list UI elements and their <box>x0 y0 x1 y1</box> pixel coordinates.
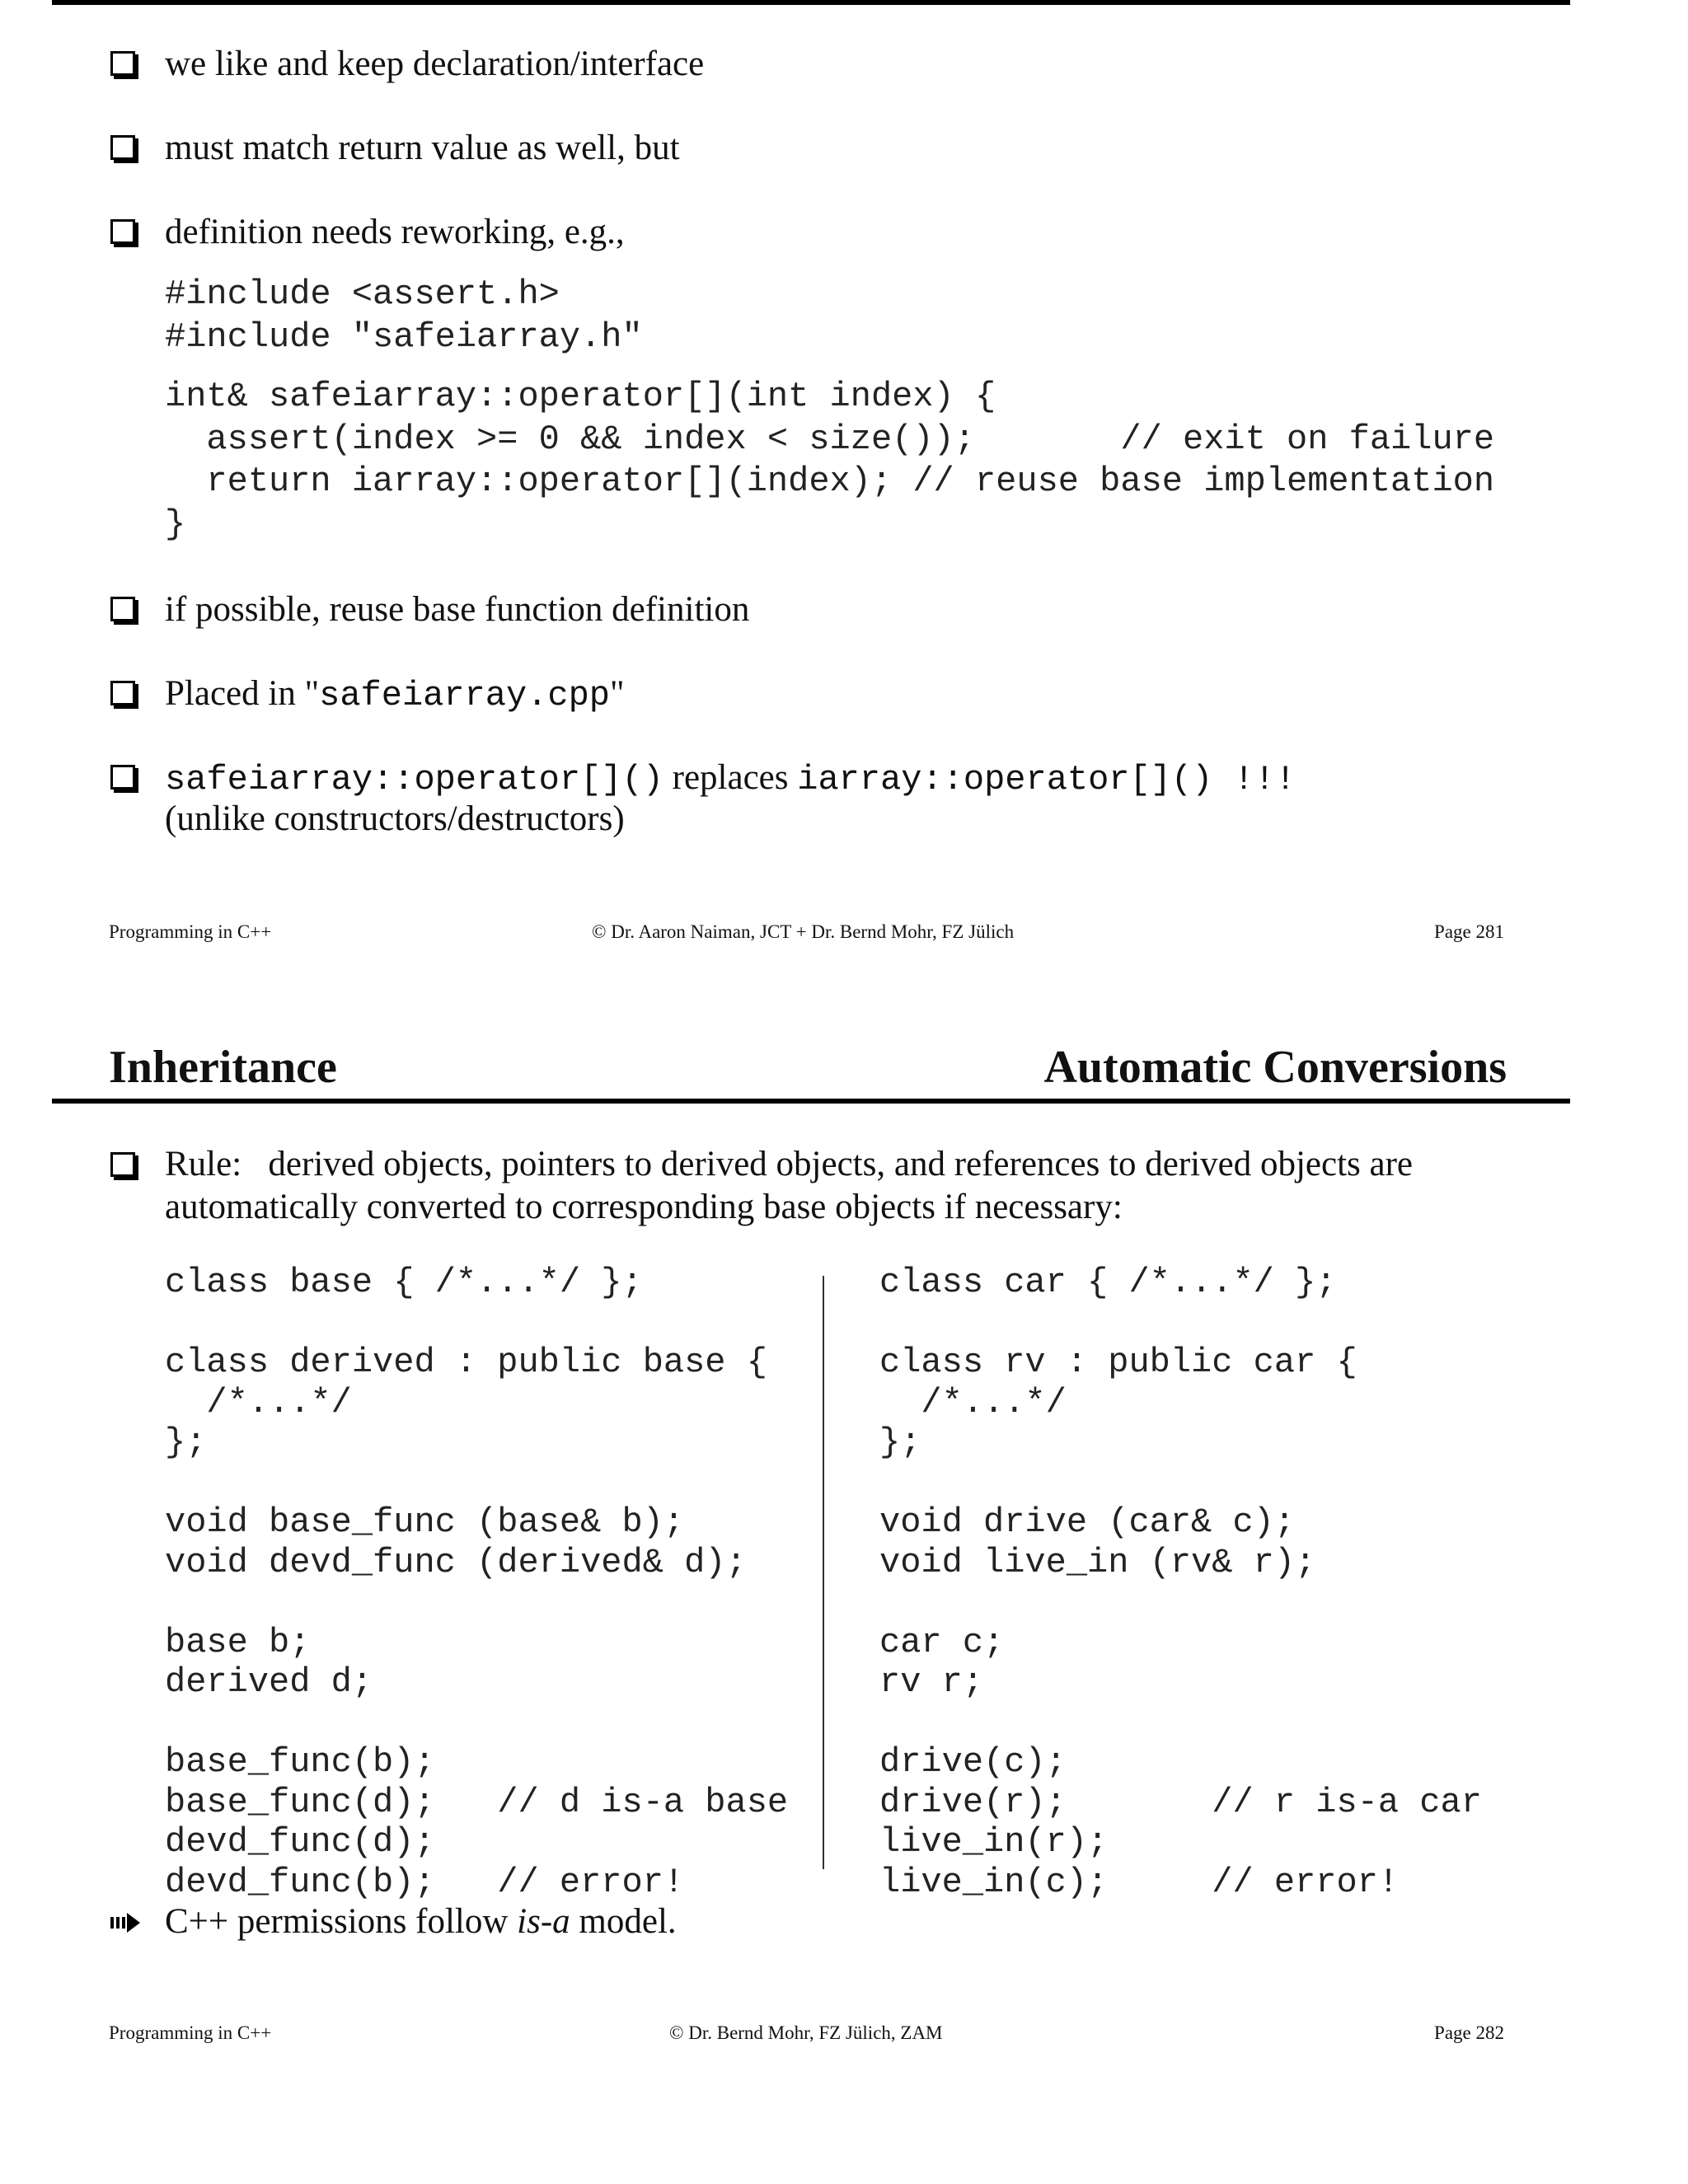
code-includes: #include <assert.h> #include "safeiarray.h" <box>165 274 643 357</box>
conclusion-emphasis: is-a <box>517 1902 570 1941</box>
top-rule <box>52 0 1570 5</box>
bullet-text: must match return value as well, but <box>165 129 680 167</box>
conclusion-prefix: C++ permissions follow <box>165 1902 518 1941</box>
bullet-placed-in <box>165 673 625 717</box>
heading-rule <box>52 1099 1570 1104</box>
replaces-note: (unlike constructors/destructors) <box>165 799 625 838</box>
footer-left: Programming in C++ <box>109 2022 272 2043</box>
bullet-box-icon <box>110 135 135 160</box>
code-operator-definition: int& safeiarray::operator[](int index) { assert(index >= 0 && index < size()); // exit on failure return iarray::operator[](index); // reuse base implementation } <box>165 377 1495 544</box>
code-right-column: class car { /*...*/ }; class rv : public car { /*...*/ }; void drive (car& c); void live_in (rv& r); car c; rv r; drive(c); drive(r); // r is-a car live_in(r); live_in(c); // error! <box>879 1263 1482 1902</box>
rule-text: Rule: derived objects, pointers to derived objects, and references to derived objects are automatically converted to corresponding base objects if necessary: <box>165 1145 1413 1226</box>
bullet-box-icon <box>110 1152 135 1177</box>
footer-page-number: Page 282 <box>1434 2022 1504 2043</box>
footer-center: © Dr. Bernd Mohr, FZ Jülich, ZAM <box>669 2022 943 2043</box>
column-divider <box>823 1276 824 1869</box>
page-title: Inheritance <box>109 1042 337 1093</box>
placed-suffix: " <box>609 674 625 713</box>
footer-page-number: Page 281 <box>1434 921 1504 942</box>
conclusion-suffix: model. <box>570 1902 677 1941</box>
bullet-box-icon <box>110 681 135 705</box>
bullet-box-icon <box>110 219 135 244</box>
bullet-box-icon <box>110 597 135 621</box>
arrow-icon <box>109 1902 142 1943</box>
replaces-code-derived: safeiarray::operator[]() <box>165 760 663 799</box>
replaces-code-base: iarray::operator[]() !!! <box>797 760 1296 799</box>
bullet-replaces <box>165 757 1296 801</box>
bullet-box-icon <box>110 51 135 76</box>
footer-left: Programming in C++ <box>109 921 272 942</box>
footer-center: © Dr. Aaron Naiman, JCT + Dr. Bernd Mohr, FZ Jülich <box>592 921 1015 942</box>
code-left-column: class base { /*...*/ }; class derived : public base { /*...*/ }; void base_func (base& b); void devd_func (derived& d); base b; derived d; base_func(b); base_func(d); // d is-a base devd_func(d); devd_func(b); // error! <box>165 1263 789 1902</box>
conclusion-text <box>165 1900 677 1943</box>
placed-filename: safeiarray.cpp <box>319 676 610 715</box>
replaces-word: replaces <box>663 758 798 797</box>
bullet-text: we like and keep declaration/interface <box>165 45 705 83</box>
page-subtitle: Automatic Conversions <box>1043 1042 1507 1093</box>
bullet-box-icon <box>110 765 135 790</box>
placed-prefix: Placed in " <box>165 674 320 713</box>
bullet-text: if possible, reuse base function definition <box>165 590 750 629</box>
bullet-text: definition needs reworking, e.g., <box>165 213 625 251</box>
